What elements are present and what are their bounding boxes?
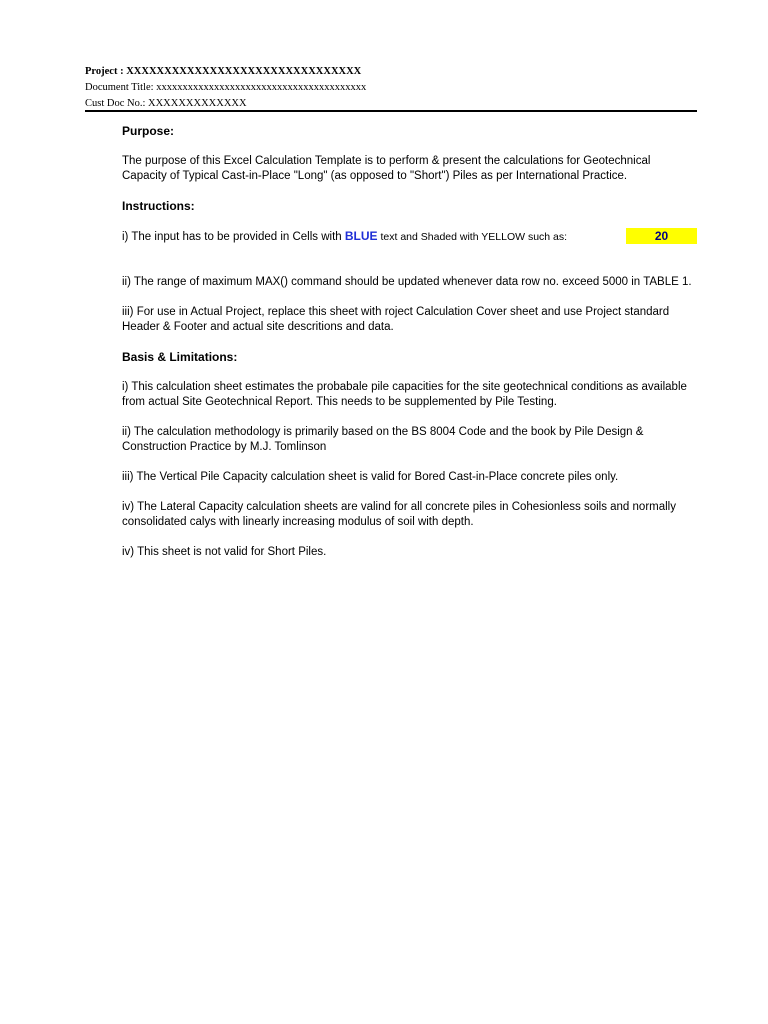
example-input-cell[interactable]: 20 xyxy=(626,228,697,244)
instruction-1-suffix: text and Shaded with YELLOW such as: xyxy=(377,231,568,243)
document-title-label: Document Title: xyxy=(85,82,154,93)
basis-heading: Basis & Limitations: xyxy=(122,350,238,364)
instruction-1-prefix: i) The input has to be provided in Cells with xyxy=(122,231,345,243)
instructions-heading: Instructions: xyxy=(122,199,195,213)
document-header xyxy=(85,64,697,112)
instruction-item-3: iii) For use in Actual Project, replace this sheet with roject Calculation Cover sheet and use Project standard Header & Footer and actual site descritions and data. xyxy=(122,306,670,333)
purpose-text: The purpose of this Excel Calculation Template is to perform & present the calculations for Geotechnical Capacity of Typical Cast-in-Place "Long" (as opposed to "Short") Piles as per International Practice. xyxy=(122,155,651,182)
document-title-value: xxxxxxxxxxxxxxxxxxxxxxxxxxxxxxxxxxxxxxxx xyxy=(156,82,367,93)
project-row xyxy=(85,64,697,80)
instruction-1-blue-word: BLUE xyxy=(344,229,378,243)
project-value: XXXXXXXXXXXXXXXXXXXXXXXXXXXXXXX xyxy=(126,66,362,77)
instruction-item-1 xyxy=(122,229,697,245)
cust-doc-label: Cust Doc No.: xyxy=(85,98,146,109)
document-title-row xyxy=(85,80,697,96)
basis-item-4: iv) The Lateral Capacity calculation sheets are valind for all concrete piles in Cohesionless soils and normally consolidated calys with linearly increasing modulus of soil with depth. xyxy=(122,501,676,528)
basis-item-2: ii) The calculation methodology is primarily based on the BS 8004 Code and the book by Pile Design & Construction Practice by M.J. Tomlinson xyxy=(122,426,644,453)
basis-item-1: i) This calculation sheet estimates the probabale pile capacities for the site geotechnical conditions as available from actual Site Geotechnical Report. This needs to be supplemented by Pile Testing. xyxy=(122,381,687,408)
purpose-heading: Purpose: xyxy=(122,124,175,138)
instruction-item-2: ii) The range of maximum MAX() command should be updated whenever data row no. exceed 5000 in TABLE 1. xyxy=(122,276,692,288)
basis-item-5: iv) This sheet is not valid for Short Piles. xyxy=(122,546,327,558)
document-body xyxy=(122,124,697,560)
basis-item-3: iii) The Vertical Pile Capacity calculation sheet is valid for Bored Cast-in-Place concrete piles only. xyxy=(122,471,619,483)
project-label: Project : xyxy=(85,66,124,77)
cust-doc-value: XXXXXXXXXXXXX xyxy=(148,98,247,109)
header-divider xyxy=(85,110,697,112)
